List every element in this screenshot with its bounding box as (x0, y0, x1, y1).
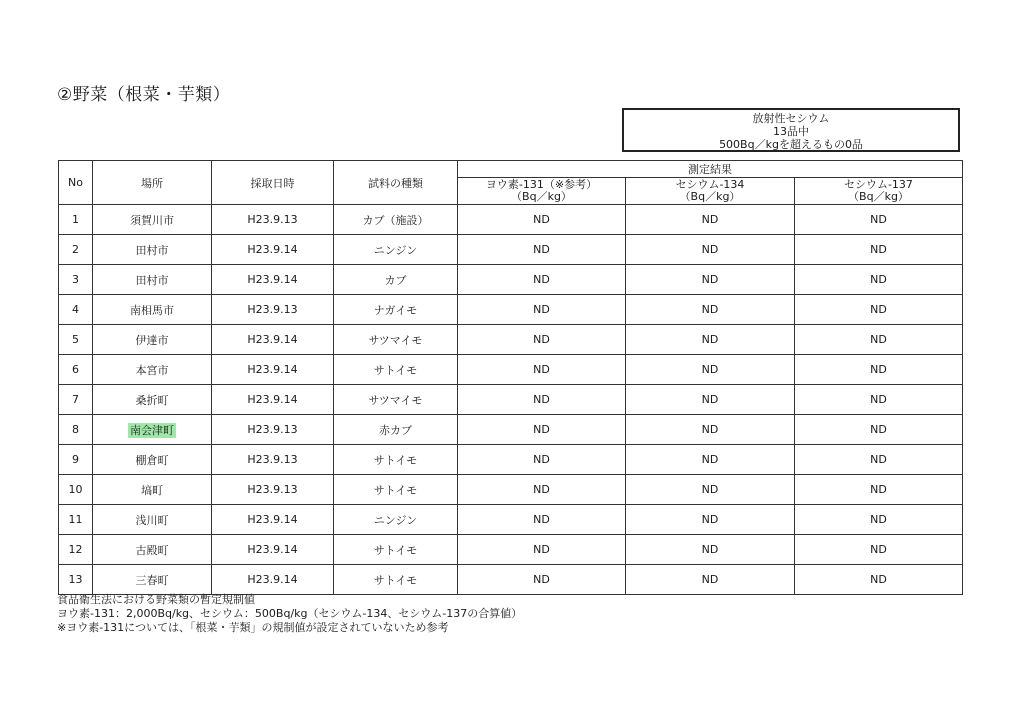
header-date: 採取日時 (212, 161, 334, 205)
cell-i131: ND (458, 355, 626, 385)
cell-sample: 赤カブ (334, 415, 458, 445)
table-row (59, 325, 963, 355)
page-title: ②野菜（根菜・芋類） (57, 85, 231, 105)
cell-no: 10 (59, 475, 93, 505)
cell-i131: ND (458, 445, 626, 475)
cell-cs137: ND (795, 385, 963, 415)
header-iodine-unit: （Bq／kg） (511, 190, 572, 203)
notes (57, 593, 522, 635)
cell-cs134: ND (626, 385, 795, 415)
cell-sample: カブ（施設） (334, 205, 458, 235)
cell-date: H23.9.14 (212, 325, 334, 355)
header-cs137-unit: （Bq／kg） (848, 190, 909, 203)
cell-date: H23.9.14 (212, 355, 334, 385)
cell-no: 13 (59, 565, 93, 595)
cell-cs137: ND (795, 535, 963, 565)
cell-cs137: ND (795, 415, 963, 445)
cell-sample: ニンジン (334, 235, 458, 265)
cell-place: 浅川町 (93, 505, 212, 535)
cell-date: H23.9.13 (212, 475, 334, 505)
cell-i131: ND (458, 565, 626, 595)
header-cs134 (626, 178, 795, 205)
cell-sample: サトイモ (334, 445, 458, 475)
note-line-3: ※ヨウ素-131については、「根菜・芋類」の規制値が設定されていないため参考 (57, 621, 449, 634)
cell-no: 4 (59, 295, 93, 325)
header-iodine (458, 178, 626, 205)
cell-cs137: ND (795, 565, 963, 595)
cell-i131: ND (458, 325, 626, 355)
cell-cs134: ND (626, 415, 795, 445)
cell-no: 2 (59, 235, 93, 265)
table-row (59, 265, 963, 295)
cell-sample: ナガイモ (334, 295, 458, 325)
cell-no: 11 (59, 505, 93, 535)
cell-date: H23.9.14 (212, 385, 334, 415)
cell-i131: ND (458, 205, 626, 235)
cell-sample: サトイモ (334, 565, 458, 595)
cell-place: 田村市 (93, 235, 212, 265)
cell-date: H23.9.14 (212, 505, 334, 535)
table-row (59, 235, 963, 265)
summary-box (622, 108, 960, 152)
header-sample: 試料の種類 (334, 161, 458, 205)
cell-date: H23.9.13 (212, 205, 334, 235)
cell-no: 9 (59, 445, 93, 475)
cell-cs134: ND (626, 295, 795, 325)
cell-place: 伊達市 (93, 325, 212, 355)
table-row (59, 205, 963, 235)
cell-i131: ND (458, 415, 626, 445)
cell-sample: ニンジン (334, 505, 458, 535)
header-place: 場所 (93, 161, 212, 205)
cell-cs137: ND (795, 265, 963, 295)
summary-line-1: 放射性セシウム (752, 112, 830, 125)
cell-cs134: ND (626, 535, 795, 565)
cell-cs134: ND (626, 235, 795, 265)
cell-i131: ND (458, 265, 626, 295)
table-row (59, 565, 963, 595)
header-cs137 (795, 178, 963, 205)
cell-cs137: ND (795, 235, 963, 265)
cell-no: 5 (59, 325, 93, 355)
cell-cs137: ND (795, 475, 963, 505)
cell-sample: サトイモ (334, 355, 458, 385)
table-row (59, 385, 963, 415)
highlighted-place: 南会津町 (130, 423, 174, 437)
cell-date: H23.9.13 (212, 295, 334, 325)
header-measurement: 測定結果 (458, 161, 963, 178)
header-iodine-label: ヨウ素-131（※参考） (485, 178, 598, 191)
cell-cs134: ND (626, 445, 795, 475)
cell-date: H23.9.14 (212, 535, 334, 565)
cell-no: 1 (59, 205, 93, 235)
header-cs134-label: セシウム-134 (675, 178, 745, 191)
cell-place: 棚倉町 (93, 445, 212, 475)
cell-i131: ND (458, 385, 626, 415)
cell-place: 本宮市 (93, 355, 212, 385)
cell-cs134: ND (626, 325, 795, 355)
cell-no: 3 (59, 265, 93, 295)
cell-cs137: ND (795, 205, 963, 235)
note-line-2: ヨウ素-131：2,000Bq/kg、セシウム：500Bq/kg（セシウム-134、セシウム-137の合算値） (57, 607, 523, 620)
cell-place (93, 415, 212, 445)
cell-no: 12 (59, 535, 93, 565)
cell-sample: サトイモ (334, 535, 458, 565)
cell-no: 6 (59, 355, 93, 385)
cell-cs137: ND (795, 355, 963, 385)
cell-no: 8 (59, 415, 93, 445)
table-row (59, 295, 963, 325)
table-row (59, 415, 963, 445)
cell-cs134: ND (626, 355, 795, 385)
cell-date: H23.9.14 (212, 235, 334, 265)
cell-cs134: ND (626, 565, 795, 595)
cell-sample: サツマイモ (334, 325, 458, 355)
table-row (59, 505, 963, 535)
header-cs134-unit: （Bq／kg） (679, 190, 741, 203)
results-table (58, 160, 963, 595)
cell-i131: ND (458, 295, 626, 325)
cell-cs134: ND (626, 505, 795, 535)
cell-cs134: ND (626, 205, 795, 235)
cell-place: 塙町 (93, 475, 212, 505)
cell-date: H23.9.13 (212, 415, 334, 445)
cell-i131: ND (458, 505, 626, 535)
summary-line-3: 500Bq／kgを超えるもの0品 (719, 138, 863, 151)
header-cs137-label: セシウム-137 (844, 178, 913, 191)
cell-sample: サツマイモ (334, 385, 458, 415)
cell-i131: ND (458, 475, 626, 505)
cell-date: H23.9.14 (212, 565, 334, 595)
table-row (59, 445, 963, 475)
cell-cs134: ND (626, 475, 795, 505)
cell-place: 桑折町 (93, 385, 212, 415)
cell-date: H23.9.13 (212, 445, 334, 475)
table-row (59, 535, 963, 565)
cell-cs137: ND (795, 505, 963, 535)
cell-cs134: ND (626, 265, 795, 295)
cell-sample: カブ (334, 265, 458, 295)
cell-place: 古殿町 (93, 535, 212, 565)
cell-cs137: ND (795, 445, 963, 475)
cell-date: H23.9.14 (212, 265, 334, 295)
cell-place: 須賀川市 (93, 205, 212, 235)
summary-line-2: 13品中 (773, 125, 809, 138)
table-row (59, 475, 963, 505)
cell-sample: サトイモ (334, 475, 458, 505)
header-no: No (59, 161, 93, 205)
table-row (59, 355, 963, 385)
cell-cs137: ND (795, 295, 963, 325)
cell-no: 7 (59, 385, 93, 415)
cell-place: 三春町 (93, 565, 212, 595)
note-line-1: 食品衛生法における野菜類の暫定規制値 (57, 593, 255, 606)
cell-cs137: ND (795, 325, 963, 355)
cell-place: 田村市 (93, 265, 212, 295)
cell-i131: ND (458, 235, 626, 265)
cell-place: 南相馬市 (93, 295, 212, 325)
cell-i131: ND (458, 535, 626, 565)
results-body (59, 205, 963, 595)
